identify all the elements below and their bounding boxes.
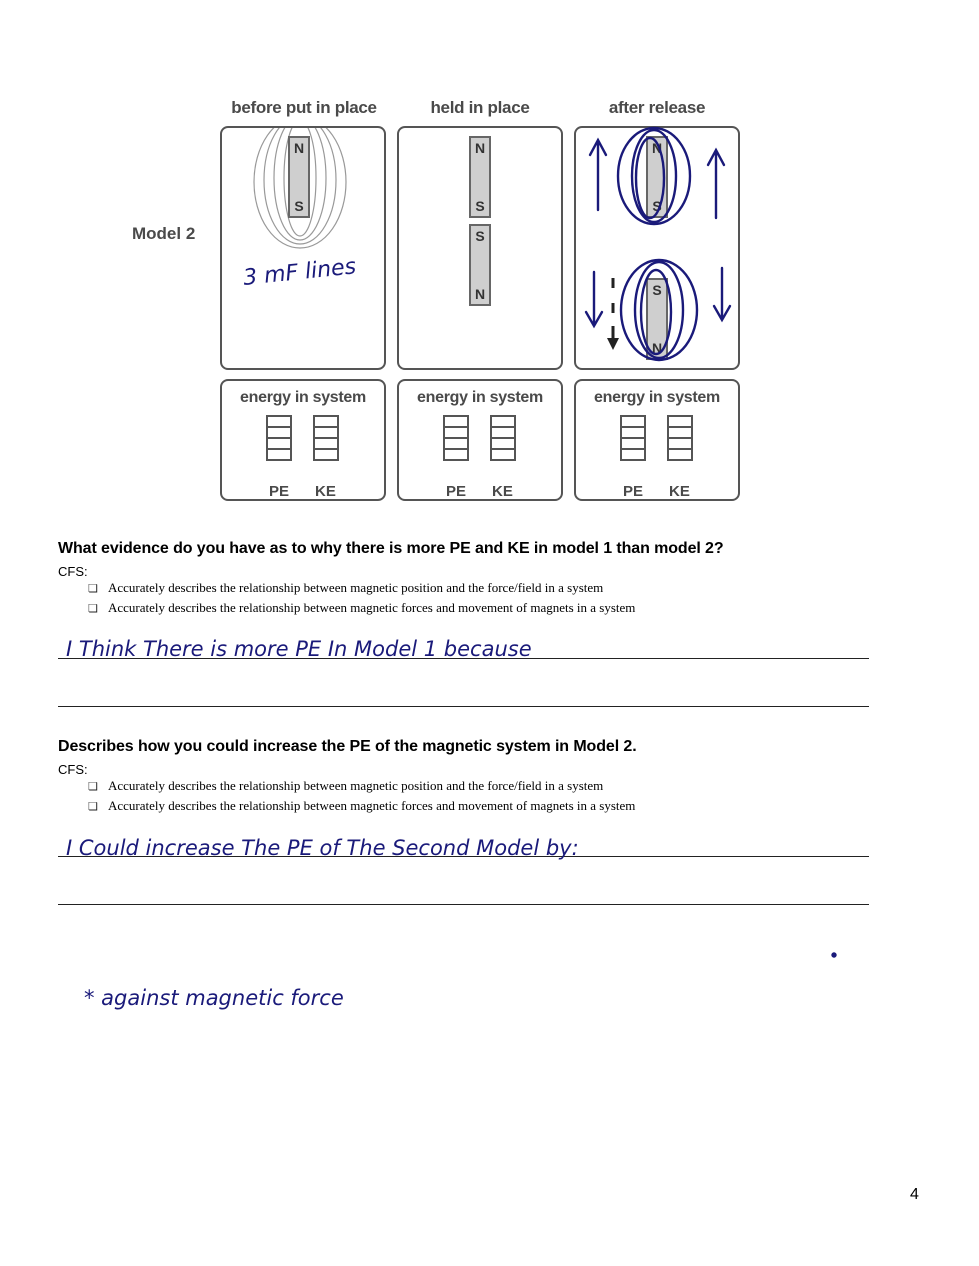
pole-north: N (651, 340, 663, 356)
pole-north: N (474, 286, 486, 302)
pole-south: S (652, 198, 662, 214)
ke-label: KE (669, 483, 690, 500)
page-number: 4 (910, 1186, 919, 1203)
question-1-criterion: ❏ Accurately describes the relationship between magnetic forces and movement of magnets in a system (88, 600, 636, 615)
pole-north: N (651, 140, 663, 156)
question-1-title: What evidence do you have as to why there is more PE and KE in model 1 than model 2? (58, 540, 724, 557)
pole-north: N (293, 140, 305, 156)
handwritten-note: * against magnetic force (84, 986, 344, 1010)
energy-title: energy in system (594, 389, 720, 406)
energy-title: energy in system (417, 389, 543, 406)
question-2-title: Describes how you could increase the PE of the magnetic system in Model 2. (58, 738, 637, 755)
pole-south: S (294, 198, 304, 214)
pole-north: N (474, 140, 486, 156)
checkbox-icon[interactable]: ❏ (88, 801, 98, 813)
pe-label: PE (623, 483, 644, 500)
checkbox-icon[interactable]: ❏ (88, 583, 98, 595)
question-2-criterion: ❏ Accurately describes the relationship between magnetic forces and movement of magnets in a system (88, 798, 636, 813)
handwritten-answer-2: I Could increase The PE of The Second Model by: (66, 836, 579, 860)
pole-south: S (652, 282, 662, 298)
model-label: Model 2 (132, 224, 196, 243)
pe-label: PE (269, 483, 290, 500)
column-label-before: before put in place (231, 98, 377, 117)
energy-title: energy in system (240, 389, 366, 406)
pole-south: S (475, 228, 485, 244)
handwritten-answer-1: I Think There is more PE In Model 1 because (66, 637, 532, 661)
handwritten-field-note: 3 mF lines (242, 254, 358, 291)
column-label-after: after release (608, 98, 706, 117)
ke-label: KE (492, 483, 513, 500)
question-2-criterion: ❏ Accurately describes the relationship between magnetic position and the force/field in a system (88, 778, 604, 793)
question-1-criterion: ❏ Accurately describes the relationship between magnetic position and the force/field in a system (88, 580, 604, 595)
pole-south: S (475, 198, 485, 214)
checkbox-icon[interactable]: ❏ (88, 603, 98, 615)
column-label-held: held in place (430, 98, 530, 117)
question-2-cfs: CFS: (58, 762, 88, 777)
pe-label: PE (446, 483, 467, 500)
ke-label: KE (315, 483, 336, 500)
question-1-cfs: CFS: (58, 564, 88, 579)
checkbox-icon[interactable]: ❏ (88, 781, 98, 793)
